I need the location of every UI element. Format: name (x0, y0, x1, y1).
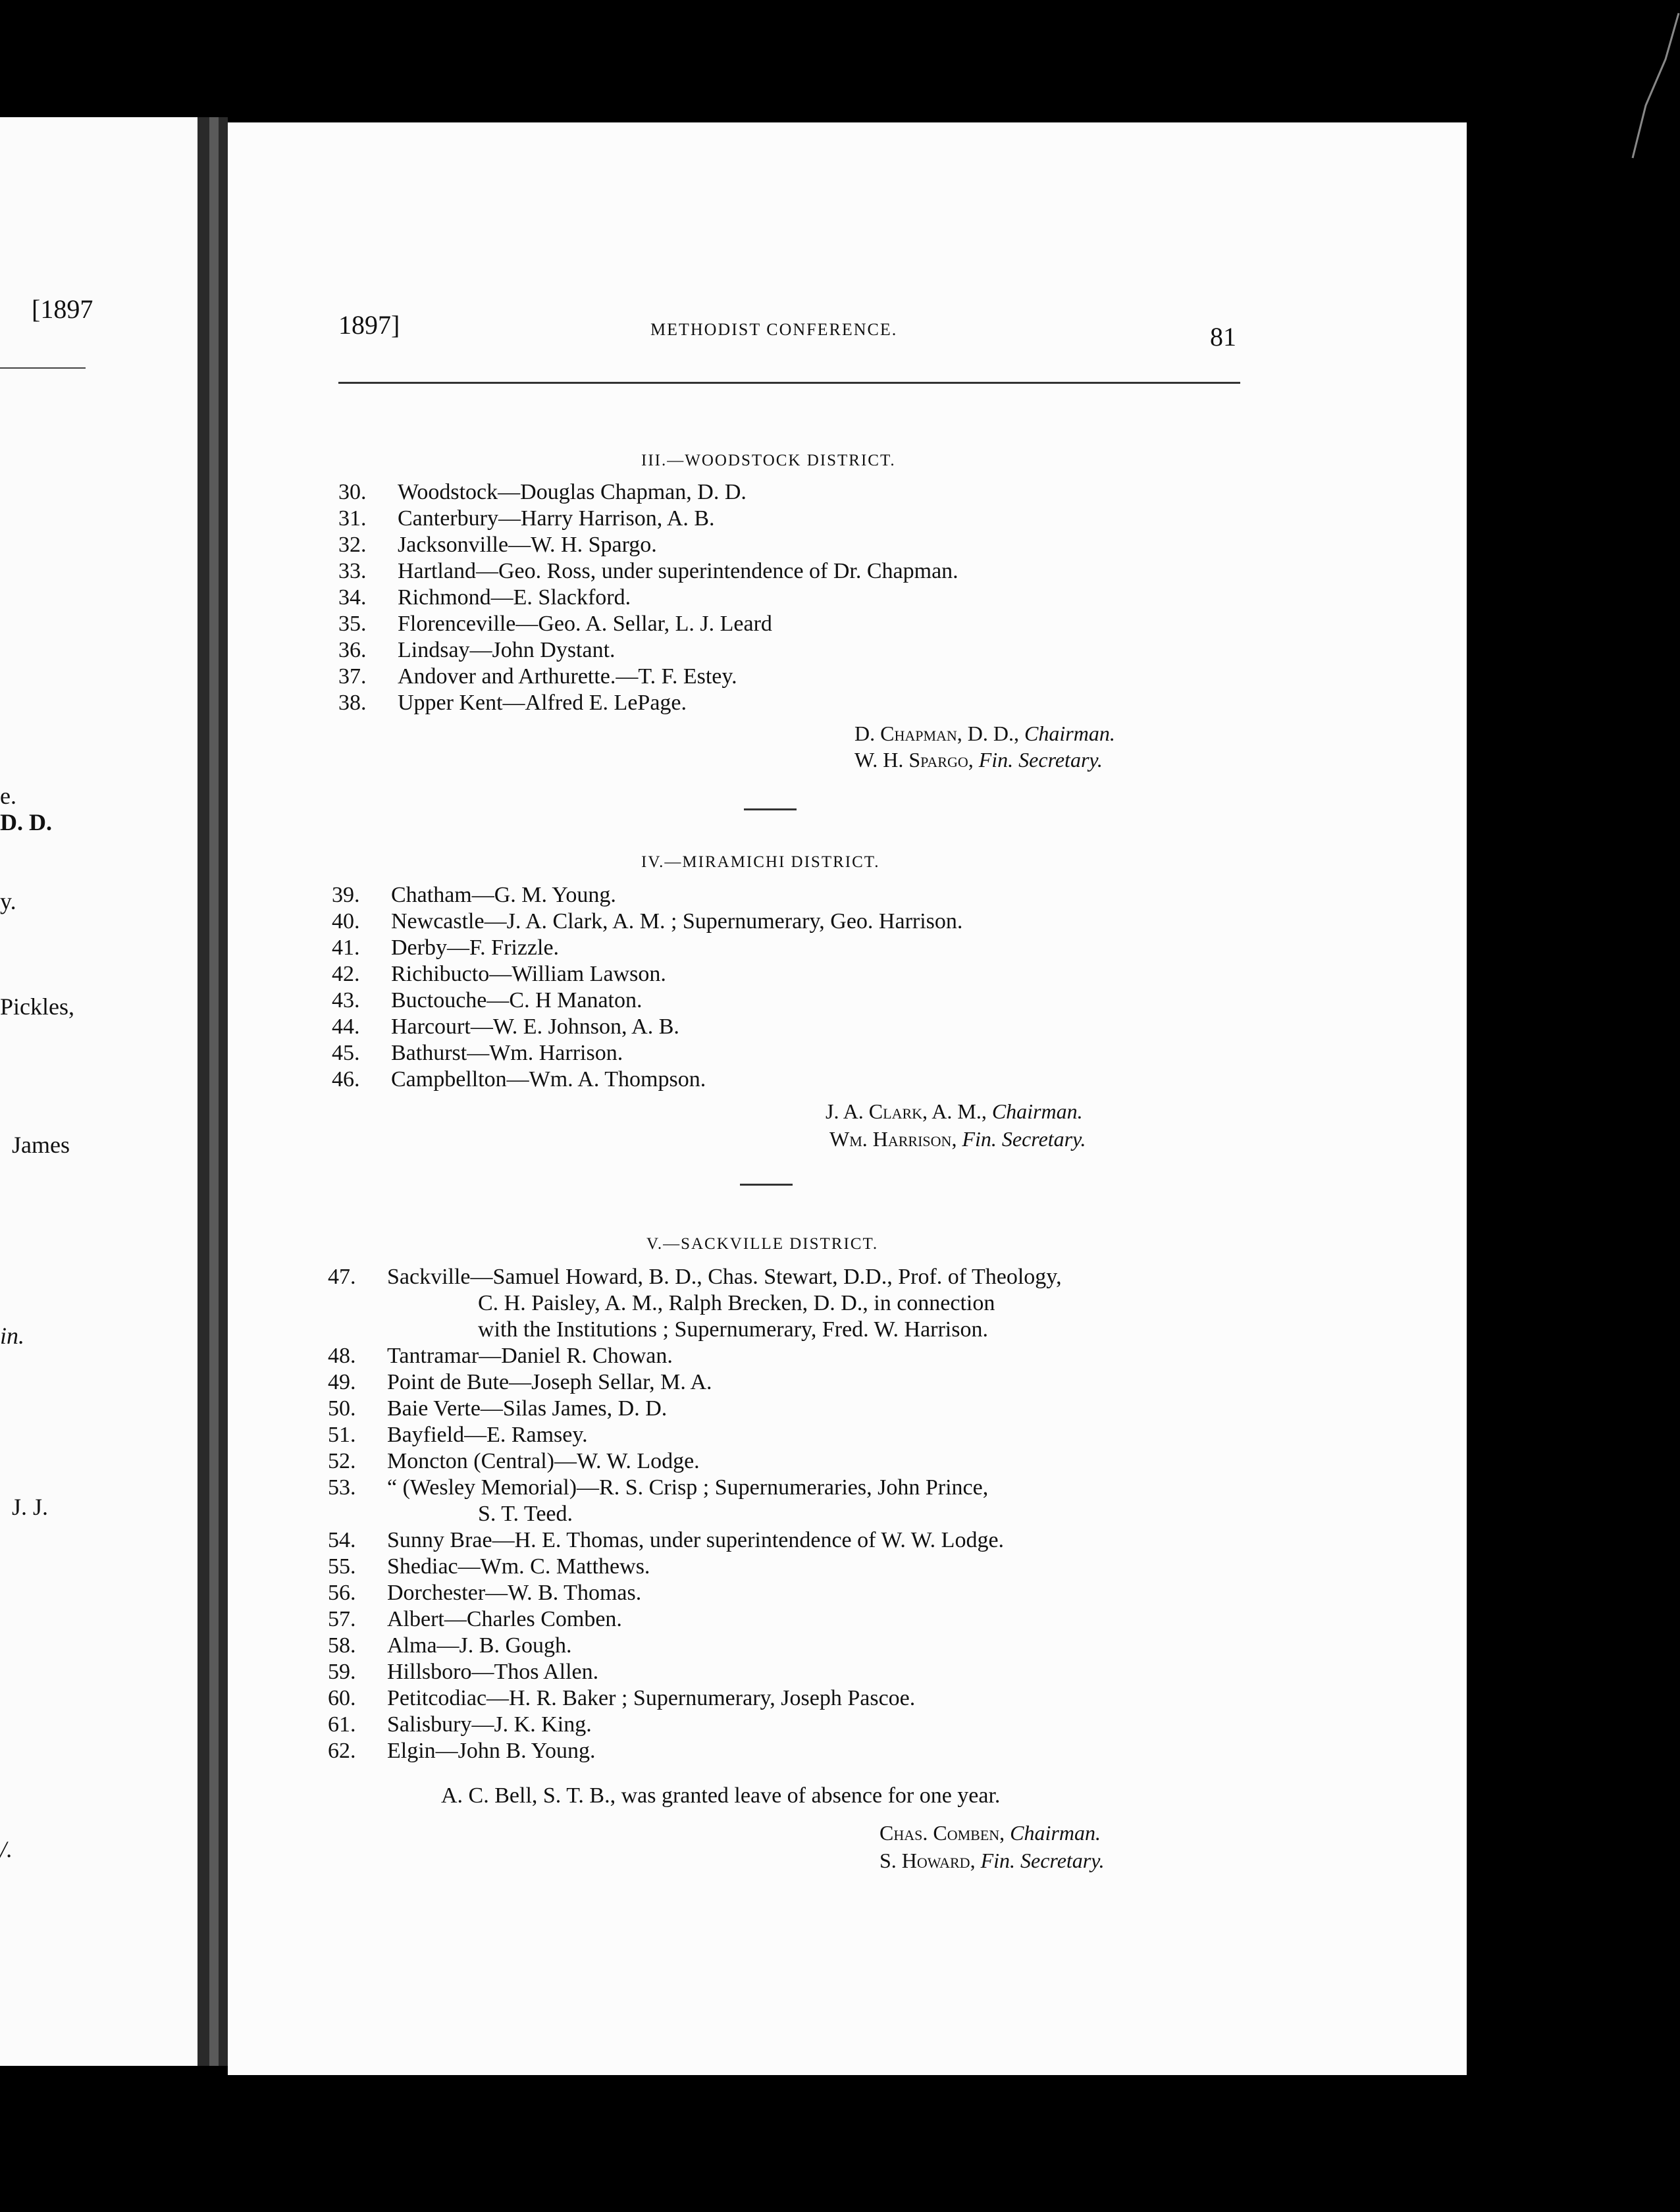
left-fragment: /. (0, 1836, 13, 1862)
district-heading: III.—WOODSTOCK DISTRICT. (641, 452, 896, 469)
list-item: 57. Albert—Charles Comben. (328, 1607, 622, 1631)
list-item: 37. Andover and Arthurette.—T. F. Estey. (338, 664, 737, 689)
list-item: 34. Richmond—E. Slackford. (338, 585, 631, 610)
list-item: 59. Hillsboro—Thos Allen. (328, 1660, 599, 1684)
list-item: 41. Derby—F. Frizzle. (332, 935, 560, 960)
chairman-signature: D. Chapman, D. D., Chairman. (854, 722, 1115, 745)
list-item: 33. Hartland—Geo. Ross, under superintendence of Dr. Chapman. (338, 559, 958, 583)
list-item: 44. Harcourt—W. E. Johnson, A. B. (332, 1014, 679, 1039)
list-item: 32. Jacksonville—W. H. Spargo. (338, 533, 657, 557)
list-item: with the Institutions ; Supernumerary, Fred. W. Harrison. (478, 1317, 988, 1342)
list-item: 40. Newcastle—J. A. Clark, A. M. ; Supernumerary, Geo. Harrison. (332, 909, 963, 934)
gutter-shadow (209, 117, 219, 2066)
list-item: 42. Richibucto—William Lawson. (332, 962, 666, 986)
list-item: 43. Buctouche—C. H Manaton. (332, 988, 643, 1013)
left-facing-page (0, 117, 197, 2066)
list-item: 48. Tantramar—Daniel R. Chowan. (328, 1344, 673, 1368)
list-item: S. T. Teed. (478, 1502, 573, 1526)
list-item: 45. Bathurst—Wm. Harrison. (332, 1041, 623, 1065)
list-item: 38. Upper Kent—Alfred E. LePage. (338, 691, 687, 715)
secretary-signature: Wm. Harrison, Fin. Secretary. (829, 1127, 1086, 1151)
section-divider (744, 808, 797, 810)
list-item: 51. Bayfield—E. Ramsey. (328, 1423, 588, 1447)
list-item: 61. Salisbury—J. K. King. (328, 1712, 592, 1737)
list-item: 52. Moncton (Central)—W. W. Lodge. (328, 1449, 700, 1473)
page-number: 81 (1210, 322, 1236, 352)
header-rule (338, 382, 1240, 384)
list-item: 46. Campbellton—Wm. A. Thompson. (332, 1067, 706, 1092)
chairman-signature: Chas. Comben, Chairman. (879, 1821, 1101, 1845)
list-item: 35. Florenceville—Geo. A. Sellar, L. J. Leard (338, 612, 772, 636)
leave-note: A. C. Bell, S. T. B., was granted leave of absence for one year. (441, 1783, 1001, 1808)
left-header-rule (0, 367, 86, 369)
left-fragment: Pickles, (0, 993, 74, 1020)
district-heading: IV.—MIRAMICHI DISTRICT. (641, 853, 880, 871)
section-divider (740, 1184, 793, 1186)
list-item: 62. Elgin—John B. Young. (328, 1739, 596, 1763)
list-item: 39. Chatham—G. M. Young. (332, 883, 616, 907)
secretary-signature: S. Howard, Fin. Secretary. (879, 1849, 1105, 1872)
left-fragment: J. J. (12, 1494, 49, 1520)
list-item: 47. Sackville—Samuel Howard, B. D., Chas. Stewart, D.D., Prof. of Theology, (328, 1265, 1062, 1289)
list-item: 36. Lindsay—John Dystant. (338, 638, 616, 662)
district-heading: V.—SACKVILLE DISTRICT. (646, 1235, 879, 1253)
list-item: 31. Canterbury—Harry Harrison, A. B. (338, 506, 715, 531)
district-entries (332, 882, 962, 1093)
main-page (228, 122, 1467, 2075)
film-scratch (1593, 0, 1680, 171)
district-entries (328, 1264, 1062, 1764)
secretary-signature: W. H. Spargo, Fin. Secretary. (854, 748, 1103, 772)
left-year-tab: [1897 (32, 294, 93, 324)
list-item: 60. Petitcodiac—H. R. Baker ; Supernumerary, Joseph Pascoe. (328, 1686, 916, 1710)
district-entries (338, 479, 958, 716)
header-year: 1897] (338, 310, 400, 340)
left-fragment: in. (0, 1323, 25, 1349)
left-fragment: y. (0, 888, 16, 914)
left-fragment: James (12, 1132, 70, 1158)
list-item: 56. Dorchester—W. B. Thomas. (328, 1581, 642, 1605)
list-item: C. H. Paisley, A. M., Ralph Brecken, D. D., in connection (478, 1291, 995, 1315)
list-item: 58. Alma—J. B. Gough. (328, 1633, 572, 1658)
list-item: 30. Woodstock—Douglas Chapman, D. D. (338, 480, 747, 504)
chairman-signature: J. A. Clark, A. M., Chairman. (826, 1099, 1083, 1123)
running-title: METHODIST CONFERENCE. (650, 320, 898, 339)
list-item: 50. Baie Verte—Silas James, D. D. (328, 1396, 668, 1421)
list-item: 55. Shediac—Wm. C. Matthews. (328, 1554, 650, 1579)
list-item: 49. Point de Bute—Joseph Sellar, M. A. (328, 1370, 712, 1394)
list-item: 53. “ (Wesley Memorial)—R. S. Crisp ; Supernumeraries, John Prince, (328, 1475, 989, 1500)
left-fragment: D. D. (0, 809, 52, 835)
left-fragment: e. (0, 783, 16, 809)
list-item: 54. Sunny Brae—H. E. Thomas, under superintendence of W. W. Lodge. (328, 1528, 1005, 1552)
